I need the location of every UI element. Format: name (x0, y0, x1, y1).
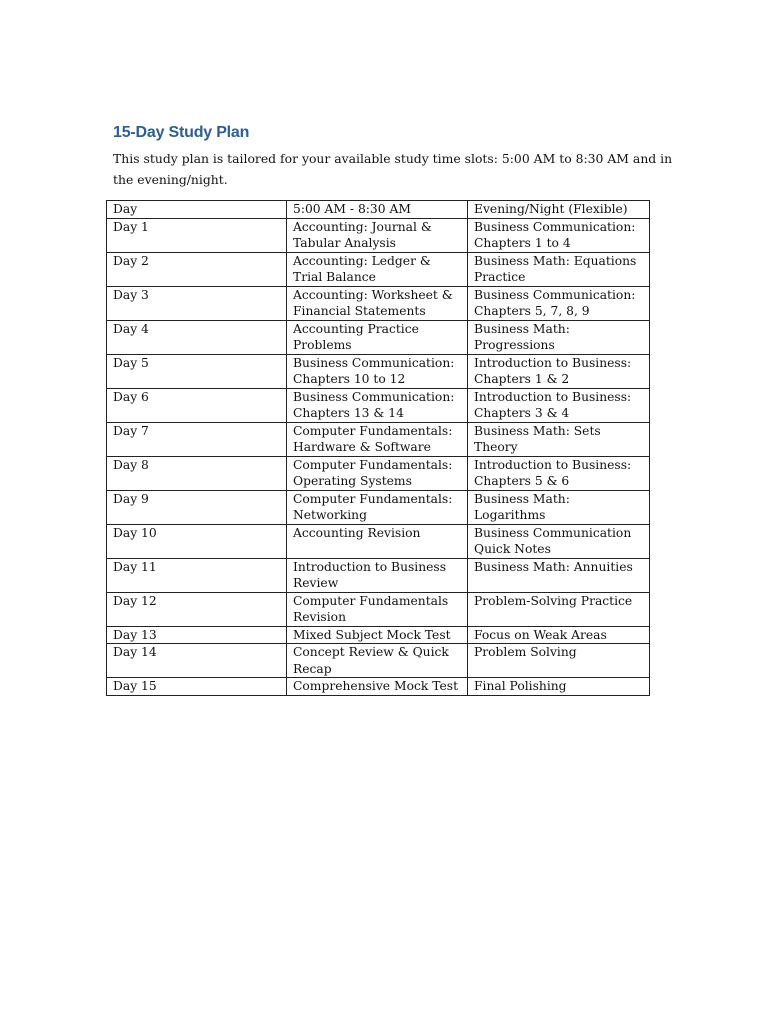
day-cell: Day 2 (107, 252, 287, 286)
table-row (107, 354, 650, 388)
table-row (107, 558, 650, 592)
table-row (107, 592, 650, 626)
evening-cell: Business Communication Quick Notes (468, 524, 650, 558)
day-cell: Day 14 (107, 644, 287, 678)
table-row (107, 218, 650, 252)
morning-cell: Accounting Revision (287, 524, 468, 558)
morning-cell: Computer Fundamentals: Networking (287, 490, 468, 524)
evening-cell: Business Communication: Chapters 5, 7, 8, 9 (468, 286, 650, 320)
evening-cell: Problem-Solving Practice (468, 592, 650, 626)
study-plan-table (106, 200, 650, 696)
morning-cell: Business Communication: Chapters 10 to 12 (287, 354, 468, 388)
header-cell-evening: Evening/Night (Flexible) (468, 201, 650, 219)
document-title: 15-Day Study Plan (113, 124, 250, 141)
morning-cell: Accounting: Ledger & Trial Balance (287, 252, 468, 286)
evening-cell: Introduction to Business: Chapters 3 & 4 (468, 388, 650, 422)
evening-cell: Business Math: Equations Practice (468, 252, 650, 286)
morning-cell: Introduction to Business Review (287, 558, 468, 592)
morning-cell: Comprehensive Mock Test (287, 678, 468, 696)
evening-cell: Business Math: Sets Theory (468, 422, 650, 456)
evening-cell: Business Math: Annuities (468, 558, 650, 592)
evening-cell: Business Math: Progressions (468, 320, 650, 354)
table-row (107, 422, 650, 456)
day-cell: Day 8 (107, 456, 287, 490)
table-row (107, 524, 650, 558)
morning-cell: Accounting: Journal & Tabular Analysis (287, 218, 468, 252)
evening-cell: Business Communication: Chapters 1 to 4 (468, 218, 650, 252)
header-cell-morning: 5:00 AM - 8:30 AM (287, 201, 468, 219)
morning-cell: Concept Review & Quick Recap (287, 644, 468, 678)
day-cell: Day 15 (107, 678, 287, 696)
evening-cell: Problem Solving (468, 644, 650, 678)
table-row (107, 644, 650, 678)
day-cell: Day 4 (107, 320, 287, 354)
morning-cell: Computer Fundamentals Revision (287, 592, 468, 626)
morning-cell: Computer Fundamentals: Operating Systems (287, 456, 468, 490)
morning-cell: Computer Fundamentals: Hardware & Software (287, 422, 468, 456)
day-cell: Day 5 (107, 354, 287, 388)
table-row (107, 252, 650, 286)
evening-cell: Focus on Weak Areas (468, 626, 650, 644)
table-row (107, 456, 650, 490)
table-row (107, 286, 650, 320)
day-cell: Day 10 (107, 524, 287, 558)
morning-cell: Mixed Subject Mock Test (287, 626, 468, 644)
day-cell: Day 7 (107, 422, 287, 456)
day-cell: Day 3 (107, 286, 287, 320)
evening-cell: Business Math: Logarithms (468, 490, 650, 524)
table-row (107, 490, 650, 524)
day-cell: Day 1 (107, 218, 287, 252)
table-row (107, 320, 650, 354)
evening-cell: Introduction to Business: Chapters 1 & 2 (468, 354, 650, 388)
intro-paragraph: This study plan is tailored for your available study time slots: 5:00 AM to 8:30 AM and in the evening/night. (113, 151, 673, 187)
evening-cell: Introduction to Business: Chapters 5 & 6 (468, 456, 650, 490)
day-cell: Day 9 (107, 490, 287, 524)
morning-cell: Business Communication: Chapters 13 & 14 (287, 388, 468, 422)
table-row (107, 388, 650, 422)
morning-cell: Accounting Practice Problems (287, 320, 468, 354)
table-header-row (107, 201, 650, 219)
table-row (107, 626, 650, 644)
header-cell-day: Day (107, 201, 287, 219)
day-cell: Day 12 (107, 592, 287, 626)
table-row (107, 678, 650, 696)
morning-cell: Accounting: Worksheet & Financial Statements (287, 286, 468, 320)
day-cell: Day 13 (107, 626, 287, 644)
day-cell: Day 6 (107, 388, 287, 422)
day-cell: Day 11 (107, 558, 287, 592)
evening-cell: Final Polishing (468, 678, 650, 696)
